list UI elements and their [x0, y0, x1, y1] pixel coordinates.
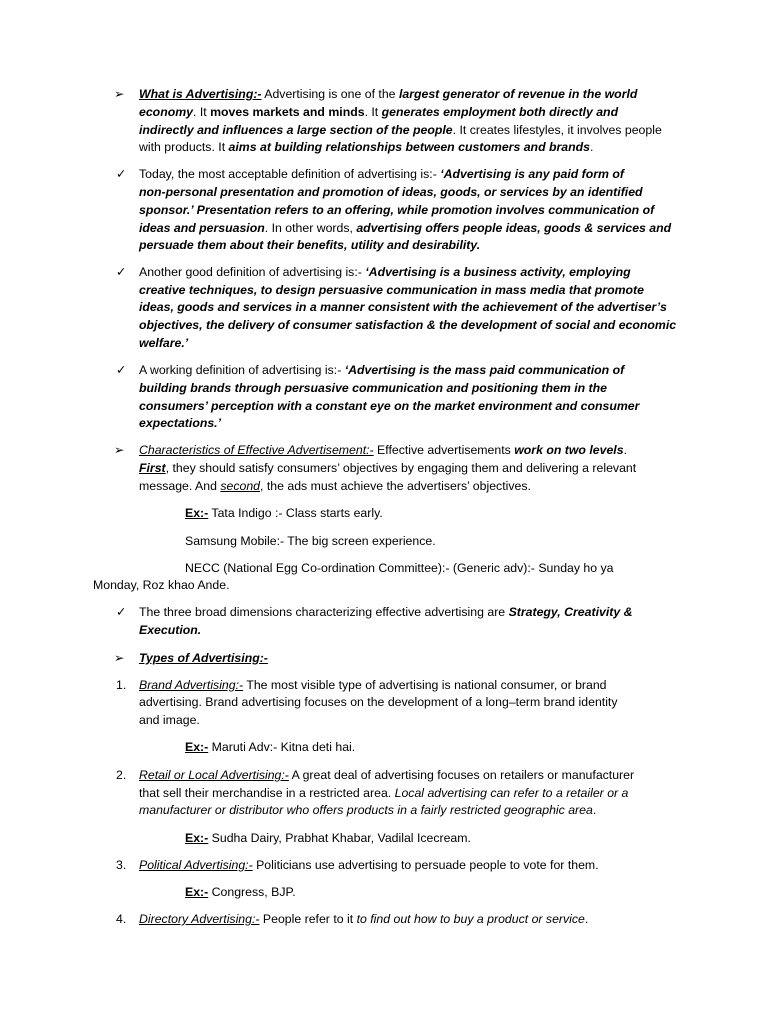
types-heading: Types of Advertising:-: [139, 651, 268, 665]
definition-1-line-2: non-personal presentation and promotion of ideas, goods, or services by an identified: [139, 185, 643, 199]
definition-3-line-1: A working definition of advertising is:- ‘Advertising is the mass paid communication of: [139, 363, 625, 377]
what-is-advertising-line-1: What is Advertising:- Advertising is one of the largest generator of revenue in the world: [139, 87, 638, 101]
example-label: Ex:-: [185, 885, 209, 899]
brand-advertising-line-1: Brand Advertising:- The most visible type of advertising is national consumer, or brand: [139, 678, 607, 692]
definition-1-line-5: persuade them about their benefits, utility and desirability.: [139, 238, 481, 252]
definition-2-line-3: ideas, goods and services in a manner consistent with the achievement of the advertiser’s: [139, 300, 667, 314]
section-heading: What is Advertising:-: [139, 87, 262, 101]
example-necc-line-2: Monday, Roz khao Ande.: [93, 578, 230, 592]
example-samsung: Samsung Mobile:- The big screen experience.: [185, 534, 436, 548]
definition-2-line-5: welfare.’: [139, 336, 189, 350]
example-tata: Ex:- Tata Indigo :- Class starts early.: [185, 506, 383, 520]
arrow-bullet-icon: ➢: [114, 443, 125, 457]
definition-3-line-2: building brands through persuasive communication and positioning them in the: [139, 381, 607, 395]
political-advertising-line-1: Political Advertising:- Politicians use advertising to persuade people to vote for them.: [139, 858, 599, 872]
example-label: Ex:-: [185, 740, 209, 754]
definition-1-line-3: sponsor.’ Presentation refers to an offering, while promotion involves communication of: [139, 203, 655, 217]
characteristics-line-3: message. And second, the ads must achieve the advertisers’ objectives.: [139, 479, 531, 493]
retail-advertising-line-3: manufacturer or distributor who offers products in a fairly restricted geographic area.: [139, 803, 597, 817]
definition-2-line-1: Another good definition of advertising is:- ‘Advertising is a business activity, employing: [139, 265, 631, 279]
check-bullet-icon: ✓: [116, 363, 127, 377]
definition-3-line-4: expectations.’: [139, 416, 222, 430]
example-label: Ex:-: [185, 831, 209, 845]
check-bullet-icon: ✓: [116, 265, 127, 279]
item-heading: Political Advertising:-: [139, 858, 253, 872]
definition-3-line-3: consumers’ perception with a constant eye on the market environment and consumer: [139, 399, 640, 413]
characteristics-line-1: Characteristics of Effective Advertisement:- Effective advertisements work on two levels.: [139, 443, 627, 457]
arrow-bullet-icon: ➢: [114, 87, 125, 101]
what-is-advertising-line-4: with products. It aims at building relationships between customers and brands.: [139, 140, 594, 154]
list-number: 2.: [116, 768, 127, 782]
retail-advertising-line-1: Retail or Local Advertising:- A great deal of advertising focuses on retailers or manufacturer: [139, 768, 635, 782]
example-congress: Ex:- Congress, BJP.: [185, 885, 296, 899]
dimensions-line-1: The three broad dimensions characterizing effective advertising are Strategy, Creativity &: [139, 605, 633, 619]
check-bullet-icon: ✓: [116, 167, 127, 181]
what-is-advertising-line-2: economy. It moves markets and minds. It generates employment both directly and: [139, 105, 619, 119]
item-heading: Brand Advertising:-: [139, 678, 244, 692]
list-number: 3.: [116, 858, 127, 872]
definition-1-line-1: Today, the most acceptable definition of advertising is:- ‘Advertising is any paid form of: [139, 167, 625, 181]
example-sudha: Ex:- Sudha Dairy, Prabhat Khabar, Vadilal Icecream.: [185, 831, 471, 845]
check-bullet-icon: ✓: [116, 605, 127, 619]
retail-advertising-line-2: that sell their merchandise in a restricted area. Local advertising can refer to a retailer or a: [139, 786, 629, 800]
definition-1-line-4: ideas and persuasion. In other words, advertising offers people ideas, goods & services and: [139, 221, 672, 235]
brand-advertising-line-2: advertising. Brand advertising focuses on the development of a long–term brand identity: [139, 695, 618, 709]
item-heading: Retail or Local Advertising:-: [139, 768, 289, 782]
arrow-bullet-icon: ➢: [114, 651, 125, 665]
item-heading: Directory Advertising:-: [139, 912, 260, 926]
brand-advertising-line-3: and image.: [139, 713, 200, 727]
example-label: Ex:-: [185, 506, 209, 520]
example-maruti: Ex:- Maruti Adv:- Kitna deti hai.: [185, 740, 356, 754]
what-is-advertising-line-3: indirectly and influences a large section of the people. It creates lifestyles, it involves people: [139, 123, 662, 137]
example-necc-line-1: NECC (National Egg Co-ordination Committee):- (Generic adv):- Sunday ho ya: [185, 561, 614, 575]
definition-2-line-2: creative techniques, to design persuasive communication in mass media that promote: [139, 283, 644, 297]
list-number: 1.: [116, 678, 127, 692]
directory-advertising-line-1: Directory Advertising:- People refer to it to find out how to buy a product or service.: [139, 912, 589, 926]
section-heading: Characteristics of Effective Advertisement:-: [139, 443, 374, 457]
characteristics-line-2: First, they should satisfy consumers’ objectives by engaging them and delivering a relevant: [139, 461, 637, 475]
list-number: 4.: [116, 912, 127, 926]
dimensions-line-2: Execution.: [139, 623, 202, 637]
definition-2-line-4: objectives, the delivery of consumer satisfaction & the development of social and economic: [139, 318, 677, 332]
